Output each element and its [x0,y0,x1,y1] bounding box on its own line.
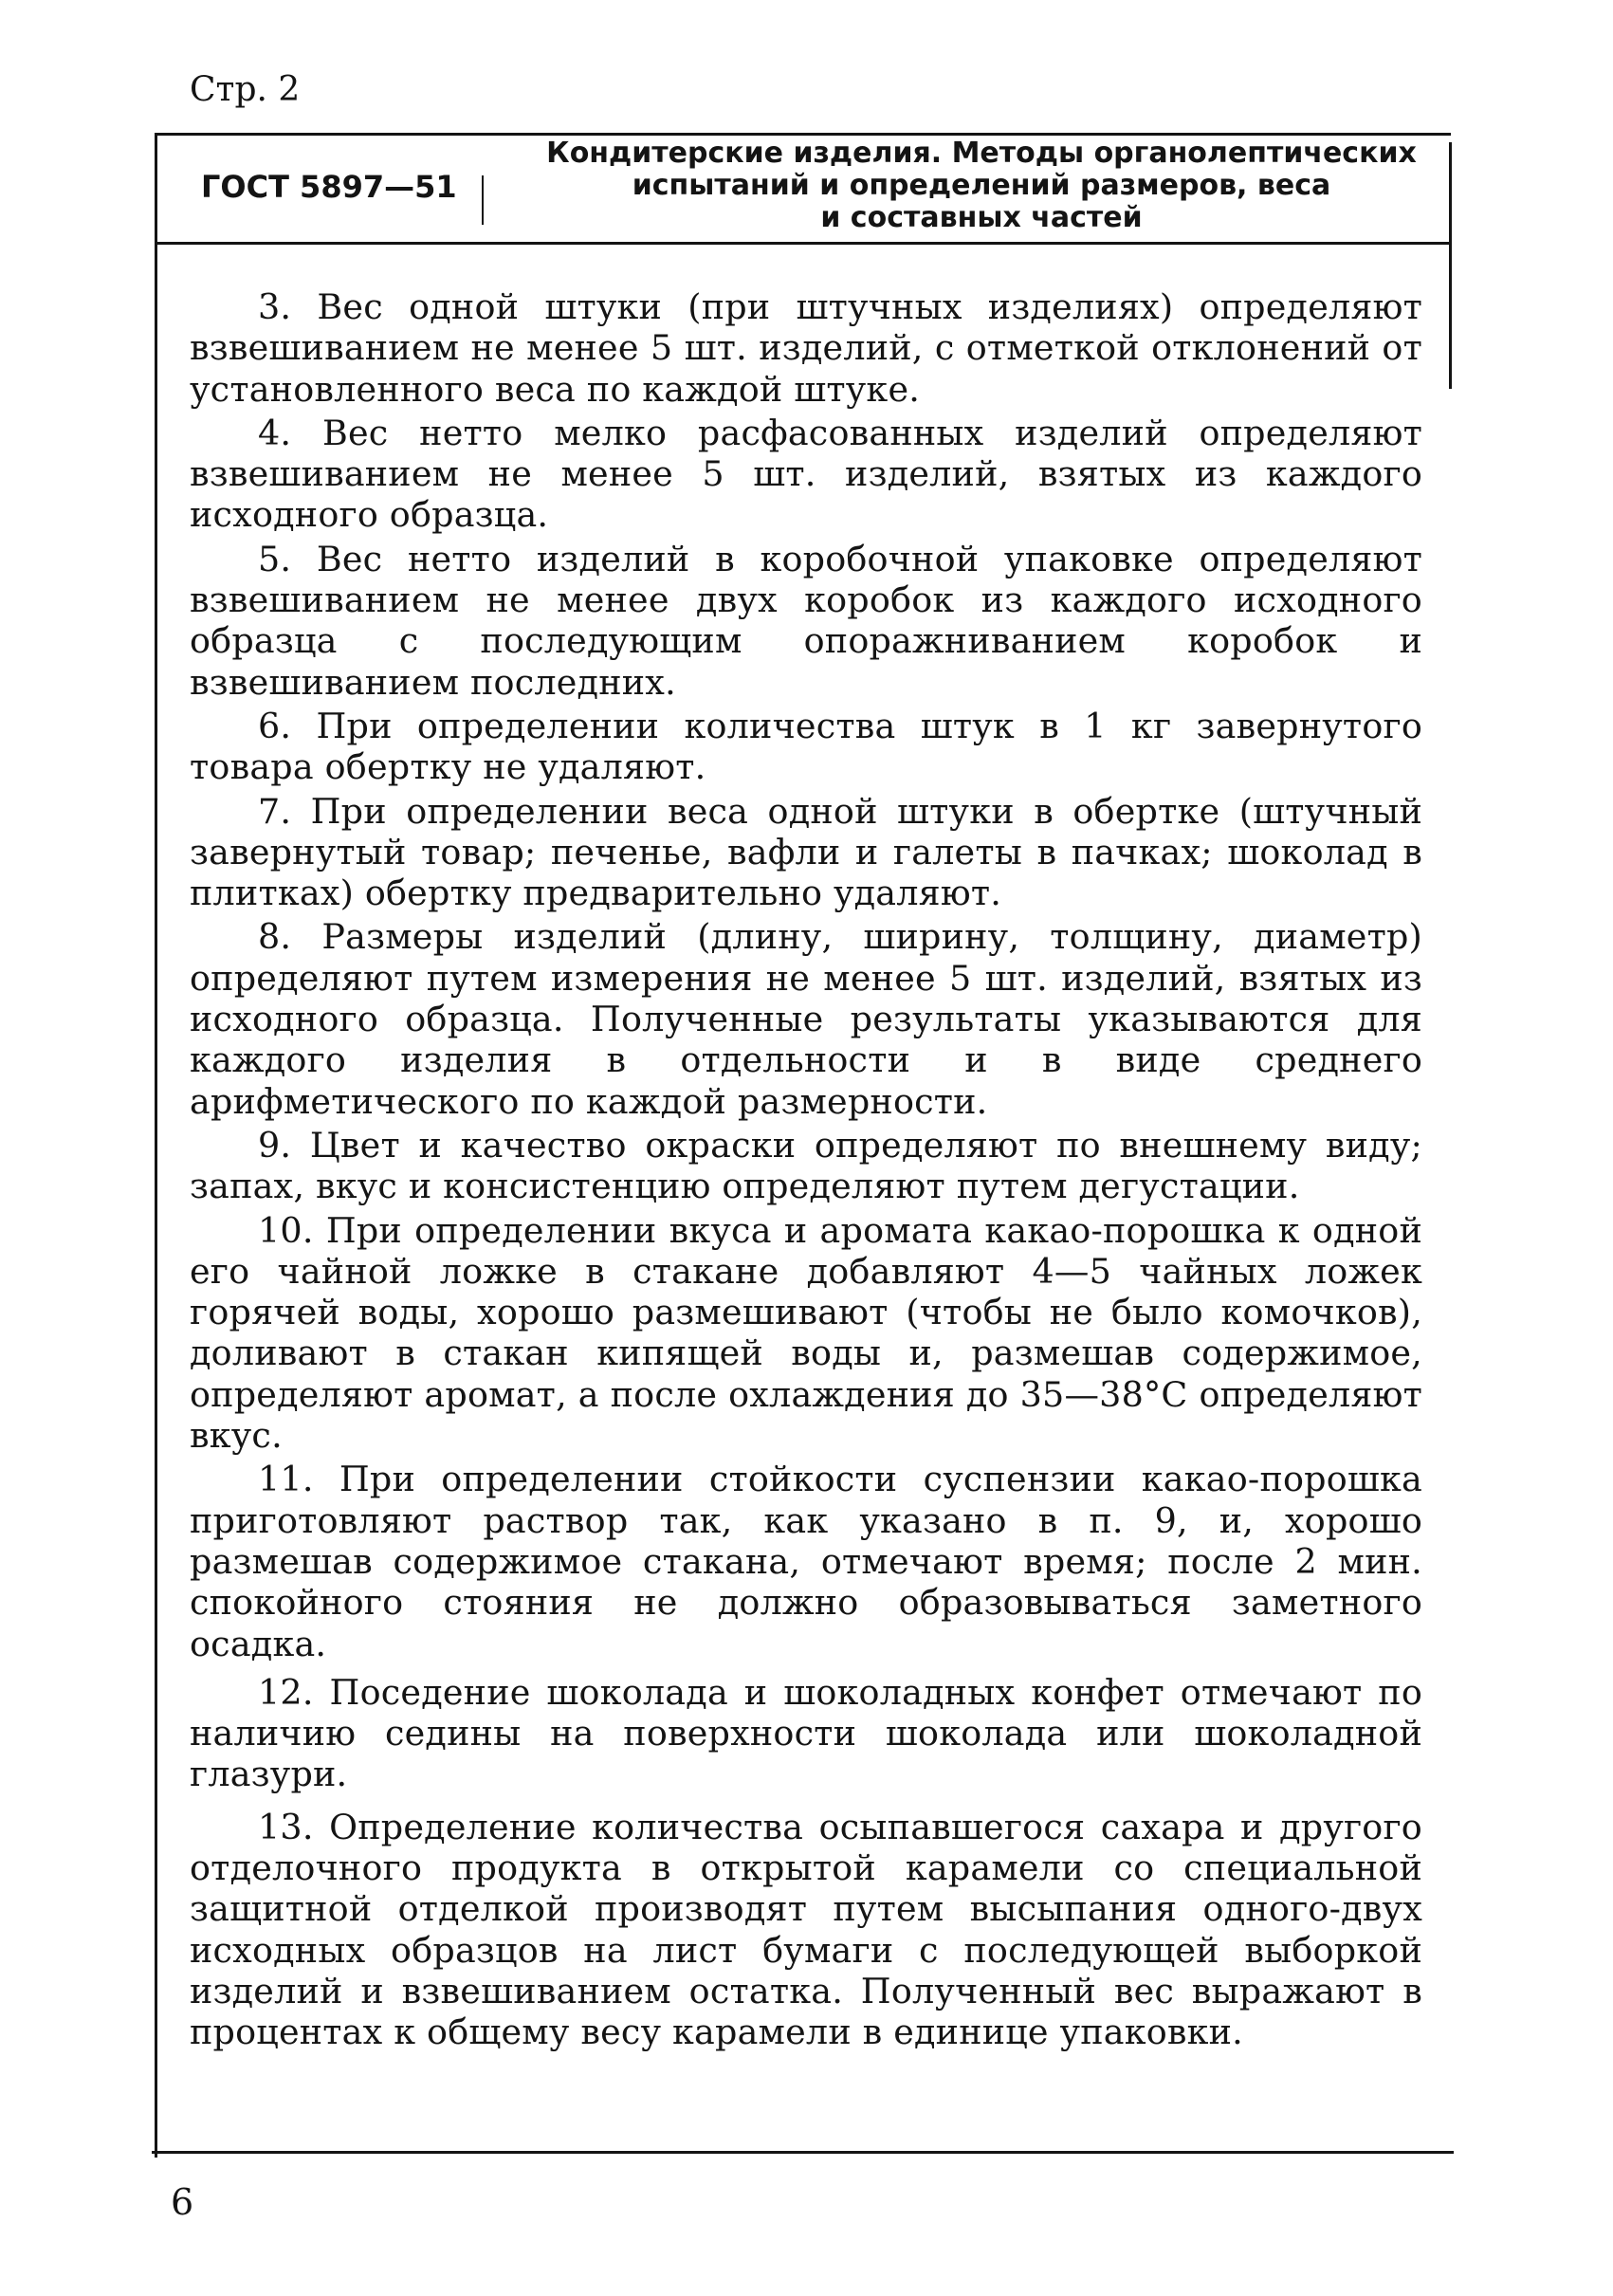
paragraph-13: 13. Определение количества осыпавшегося сахара и другого отделочного продукта в открытой карамели со специальной защитной отделкой производят путем высыпания одного-двух исходных образцов на лист бумаги с последующей выборкой изделий и взвешиванием остатка. Полученный вес выражают в процентах к общему весу карамели в единице упаковки. [190,1806,1422,2053]
title-line: и составных частей [820,201,1143,234]
page-label: Стр. 2 [190,70,301,109]
title-line: Кондитерские изделия. Методы органолептических [546,137,1417,170]
header-bottom-rule [156,242,1451,245]
paragraph-4: 4. Вес нетто мелко расфасованных изделий определяют взвешиванием не менее 5 шт. изделий, взятых из каждого исходного образца. [190,412,1422,536]
paragraph-11: 11. При определении стойкости суспензии какао-порошка приготовляют раствор так, как указано в п. 9, и, хорошо размешав содержимое стакана, отмечают время; после 2 мин. спокойного стояния не должно образовываться заметного осадка. [190,1459,1422,1664]
frame-right-rule [1449,142,1452,389]
body-text [190,286,1422,2055]
title-line: испытаний и определений размеров, веса [632,169,1331,202]
paragraph-6: 6. При определении количества штук в 1 кг завернутого товара обертку не удаляют. [190,705,1422,788]
paragraph-8: 8. Размеры изделий (длину, ширину, толщину, диаметр) определяют путем измерения не менее 5 шт. изделий, взятых из исходного образца. Полученные результаты указываются для каждого изделия в отдельности и в виде среднего арифметического по каждой размерности. [190,916,1422,1122]
paragraph-12: 12. Поседение шоколада и шоколадных конфет отмечают по наличию седины на поверхности шоколада или шоколадной глазури. [190,1671,1422,1795]
paragraph-7: 7. При определении веса одной штуки в обертке (штучный завернутый товар; печенье, вафли и галеты в пачках; шоколад в плитках) обертку предварительно удаляют. [190,790,1422,914]
frame-left-rule [155,133,157,2158]
header-top-rule [156,133,1451,136]
page-number: 6 [171,2181,194,2223]
header-divider [482,175,484,225]
paragraph-9: 9. Цвет и качество окраски определяют по внешнему виду; запах, вкус и консистенцию определяют путем дегустации. [190,1124,1422,1207]
document-title [531,138,1432,234]
standard-code: ГОСТ 5897—51 [201,169,457,205]
paragraph-10: 10. При определении вкуса и аромата какао-порошка к одной его чайной ложке в стакане добавляют 4—5 чайных ложек горячей воды, хорошо размешивают (чтобы не было комочков), доливают в стакан кипящей воды и, размешав содержимое, определяют аромат, а после охлаждения до 35—38°С определяют вкус. [190,1209,1422,1457]
frame-bottom-rule [152,2151,1454,2154]
paragraph-3: 3. Вес одной штуки (при штучных изделиях) определяют взвешиванием не менее 5 шт. изделий, с отметкой отклонений от установленного веса по каждой штуке. [190,286,1422,410]
paragraph-5: 5. Вес нетто изделий в коробочной упаковке определяют взвешиванием не менее двух коробок из каждого исходного образца с последующим опоражниванием коробок и взвешиванием последних. [190,538,1422,703]
